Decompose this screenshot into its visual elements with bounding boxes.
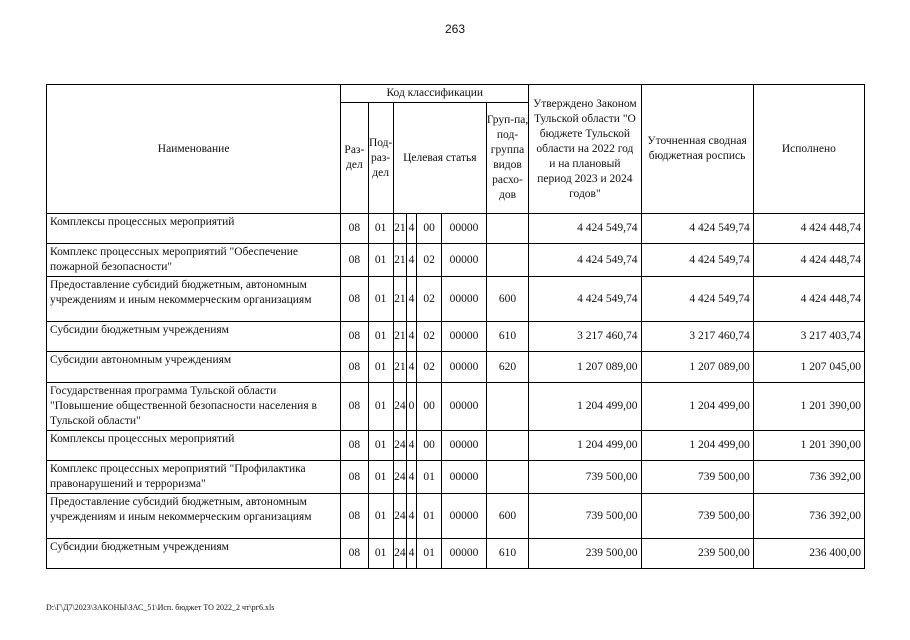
- row-approved: 3 217 460,74: [529, 322, 641, 352]
- row-target-program: 21: [393, 352, 406, 383]
- row-target-subprogram: 01: [417, 539, 442, 569]
- row-target-direction: 00000: [442, 539, 486, 569]
- row-target-direction: 00000: [442, 322, 486, 352]
- table-row: [47, 461, 865, 494]
- row-podrazdel: 01: [368, 244, 393, 277]
- row-refined: 4 424 549,74: [641, 214, 753, 244]
- row-target-direction: 00000: [442, 461, 486, 494]
- row-target-subprogram: 00: [417, 214, 442, 244]
- row-target-program: 21: [393, 214, 406, 244]
- row-refined: 1 204 499,00: [641, 431, 753, 461]
- table-row: [47, 383, 865, 431]
- row-razdel: 08: [341, 383, 368, 431]
- row-target-program: 24: [393, 494, 406, 539]
- row-approved: 1 204 499,00: [529, 383, 641, 431]
- row-expense-group: [486, 244, 529, 277]
- row-target-direction: 00000: [442, 214, 486, 244]
- row-name: Комплексы процессных мероприятий: [47, 214, 341, 244]
- row-expense-group: [486, 214, 529, 244]
- row-expense-group: 620: [486, 352, 529, 383]
- row-target-type: 4: [406, 322, 416, 352]
- row-refined: 239 500,00: [641, 539, 753, 569]
- row-target-program: 24: [393, 461, 406, 494]
- header-executed: Исполнено: [753, 85, 864, 214]
- row-razdel: 08: [341, 431, 368, 461]
- page-number: 263: [444, 22, 466, 36]
- header-section: Раз-дел: [341, 103, 368, 214]
- row-name: Комплексы процессных мероприятий: [47, 431, 341, 461]
- row-executed: 4 424 448,74: [753, 214, 864, 244]
- row-executed: 736 392,00: [753, 461, 864, 494]
- budget-table: [46, 84, 865, 569]
- row-target-program: 21: [393, 277, 406, 322]
- row-target-type: 4: [406, 539, 416, 569]
- row-razdel: 08: [341, 539, 368, 569]
- row-target-subprogram: 02: [417, 352, 442, 383]
- row-podrazdel: 01: [368, 352, 393, 383]
- table-body: [47, 214, 865, 569]
- table-row: [47, 214, 865, 244]
- row-razdel: 08: [341, 322, 368, 352]
- row-approved: 739 500,00: [529, 494, 641, 539]
- row-target-subprogram: 00: [417, 383, 442, 431]
- row-target-program: 24: [393, 431, 406, 461]
- row-razdel: 08: [341, 494, 368, 539]
- row-target-type: 4: [406, 214, 416, 244]
- table-row: [47, 322, 865, 352]
- row-approved: 4 424 549,74: [529, 214, 641, 244]
- row-target-subprogram: 01: [417, 461, 442, 494]
- row-name: Субсидии автономным учреждениям: [47, 352, 341, 383]
- row-target-direction: 00000: [442, 494, 486, 539]
- row-podrazdel: 01: [368, 431, 393, 461]
- row-executed: 4 424 448,74: [753, 277, 864, 322]
- row-target-subprogram: 02: [417, 277, 442, 322]
- row-approved: 739 500,00: [529, 461, 641, 494]
- row-executed: 736 392,00: [753, 494, 864, 539]
- row-executed: 236 400,00: [753, 539, 864, 569]
- row-target-direction: 00000: [442, 277, 486, 322]
- row-name: Субсидии бюджетным учреждениям: [47, 322, 341, 352]
- row-refined: 739 500,00: [641, 461, 753, 494]
- table-row: [47, 431, 865, 461]
- header-refined: Уточненная сводная бюджетная роспись: [641, 85, 753, 214]
- row-refined: 1 207 089,00: [641, 352, 753, 383]
- row-expense-group: 610: [486, 539, 529, 569]
- row-podrazdel: 01: [368, 277, 393, 322]
- table-row: [47, 494, 865, 539]
- row-razdel: 08: [341, 352, 368, 383]
- row-target-subprogram: 01: [417, 494, 442, 539]
- row-approved: 239 500,00: [529, 539, 641, 569]
- header-expense-group: Груп-па, под-группа видов расхо-дов: [486, 103, 529, 214]
- row-target-type: 4: [406, 494, 416, 539]
- row-executed: 4 424 448,74: [753, 244, 864, 277]
- row-target-program: 21: [393, 322, 406, 352]
- row-approved: 4 424 549,74: [529, 277, 641, 322]
- row-razdel: 08: [341, 461, 368, 494]
- row-podrazdel: 01: [368, 214, 393, 244]
- table-row: [47, 244, 865, 277]
- header-row-1: [47, 85, 865, 103]
- row-name: Субсидии бюджетным учреждениям: [47, 539, 341, 569]
- header-name: Наименование: [47, 85, 341, 214]
- row-target-type: 4: [406, 461, 416, 494]
- table-row: [47, 539, 865, 569]
- row-podrazdel: 01: [368, 461, 393, 494]
- row-refined: 4 424 549,74: [641, 277, 753, 322]
- row-name: Комплекс процессных мероприятий "Обеспечение пожарной безопасности": [47, 244, 341, 277]
- row-target-type: 0: [406, 383, 416, 431]
- row-expense-group: [486, 431, 529, 461]
- row-executed: 1 201 390,00: [753, 431, 864, 461]
- row-podrazdel: 01: [368, 539, 393, 569]
- row-podrazdel: 01: [368, 494, 393, 539]
- row-target-direction: 00000: [442, 352, 486, 383]
- row-refined: 3 217 460,74: [641, 322, 753, 352]
- header-code-classification: Код классификации: [341, 85, 529, 103]
- row-expense-group: 600: [486, 494, 529, 539]
- row-name: Предоставление субсидий бюджетным, автономным учреждениям и иным некоммерческим организациям: [47, 494, 341, 539]
- row-target-type: 4: [406, 277, 416, 322]
- row-target-program: 21: [393, 244, 406, 277]
- row-name: Предоставление субсидий бюджетным, автономным учреждениям и иным некоммерческим организациям: [47, 277, 341, 322]
- header-subsection: Под-раз-дел: [368, 103, 393, 214]
- row-approved: 1 207 089,00: [529, 352, 641, 383]
- row-target-direction: 00000: [442, 383, 486, 431]
- row-name: Комплекс процессных мероприятий "Профилактика правонарушений и терроризма": [47, 461, 341, 494]
- row-target-program: 24: [393, 383, 406, 431]
- row-target-direction: 00000: [442, 431, 486, 461]
- row-podrazdel: 01: [368, 383, 393, 431]
- row-refined: 4 424 549,74: [641, 244, 753, 277]
- file-path-footer: D:\Г\Д7\2023\ЗАКОНЫ\ЗАС_51\Исп. бюджет ТО 2022_2 чт\рг6.xls: [46, 603, 275, 612]
- row-refined: 739 500,00: [641, 494, 753, 539]
- header-approved: Утверждено Законом Тульской области "О бюджете Тульской области на 2022 год и на плановый период 2023 и 2024 годов": [529, 85, 641, 214]
- row-name: Государственная программа Тульской области "Повышение общественной безопасности населения в Тульской области": [47, 383, 341, 431]
- row-expense-group: [486, 461, 529, 494]
- row-target-type: 4: [406, 244, 416, 277]
- row-target-subprogram: 02: [417, 244, 442, 277]
- row-refined: 1 204 499,00: [641, 383, 753, 431]
- row-executed: 1 207 045,00: [753, 352, 864, 383]
- row-expense-group: [486, 383, 529, 431]
- row-razdel: 08: [341, 244, 368, 277]
- row-target-type: 4: [406, 352, 416, 383]
- row-target-subprogram: 02: [417, 322, 442, 352]
- row-target-type: 4: [406, 431, 416, 461]
- row-executed: 1 201 390,00: [753, 383, 864, 431]
- header-target-article: Целевая статья: [393, 103, 486, 214]
- table-row: [47, 352, 865, 383]
- row-approved: 1 204 499,00: [529, 431, 641, 461]
- row-approved: 4 424 549,74: [529, 244, 641, 277]
- row-podrazdel: 01: [368, 322, 393, 352]
- row-razdel: 08: [341, 277, 368, 322]
- table-row: [47, 277, 865, 322]
- row-expense-group: 610: [486, 322, 529, 352]
- row-target-program: 24: [393, 539, 406, 569]
- row-razdel: 08: [341, 214, 368, 244]
- row-expense-group: 600: [486, 277, 529, 322]
- row-executed: 3 217 403,74: [753, 322, 864, 352]
- row-target-subprogram: 00: [417, 431, 442, 461]
- row-target-direction: 00000: [442, 244, 486, 277]
